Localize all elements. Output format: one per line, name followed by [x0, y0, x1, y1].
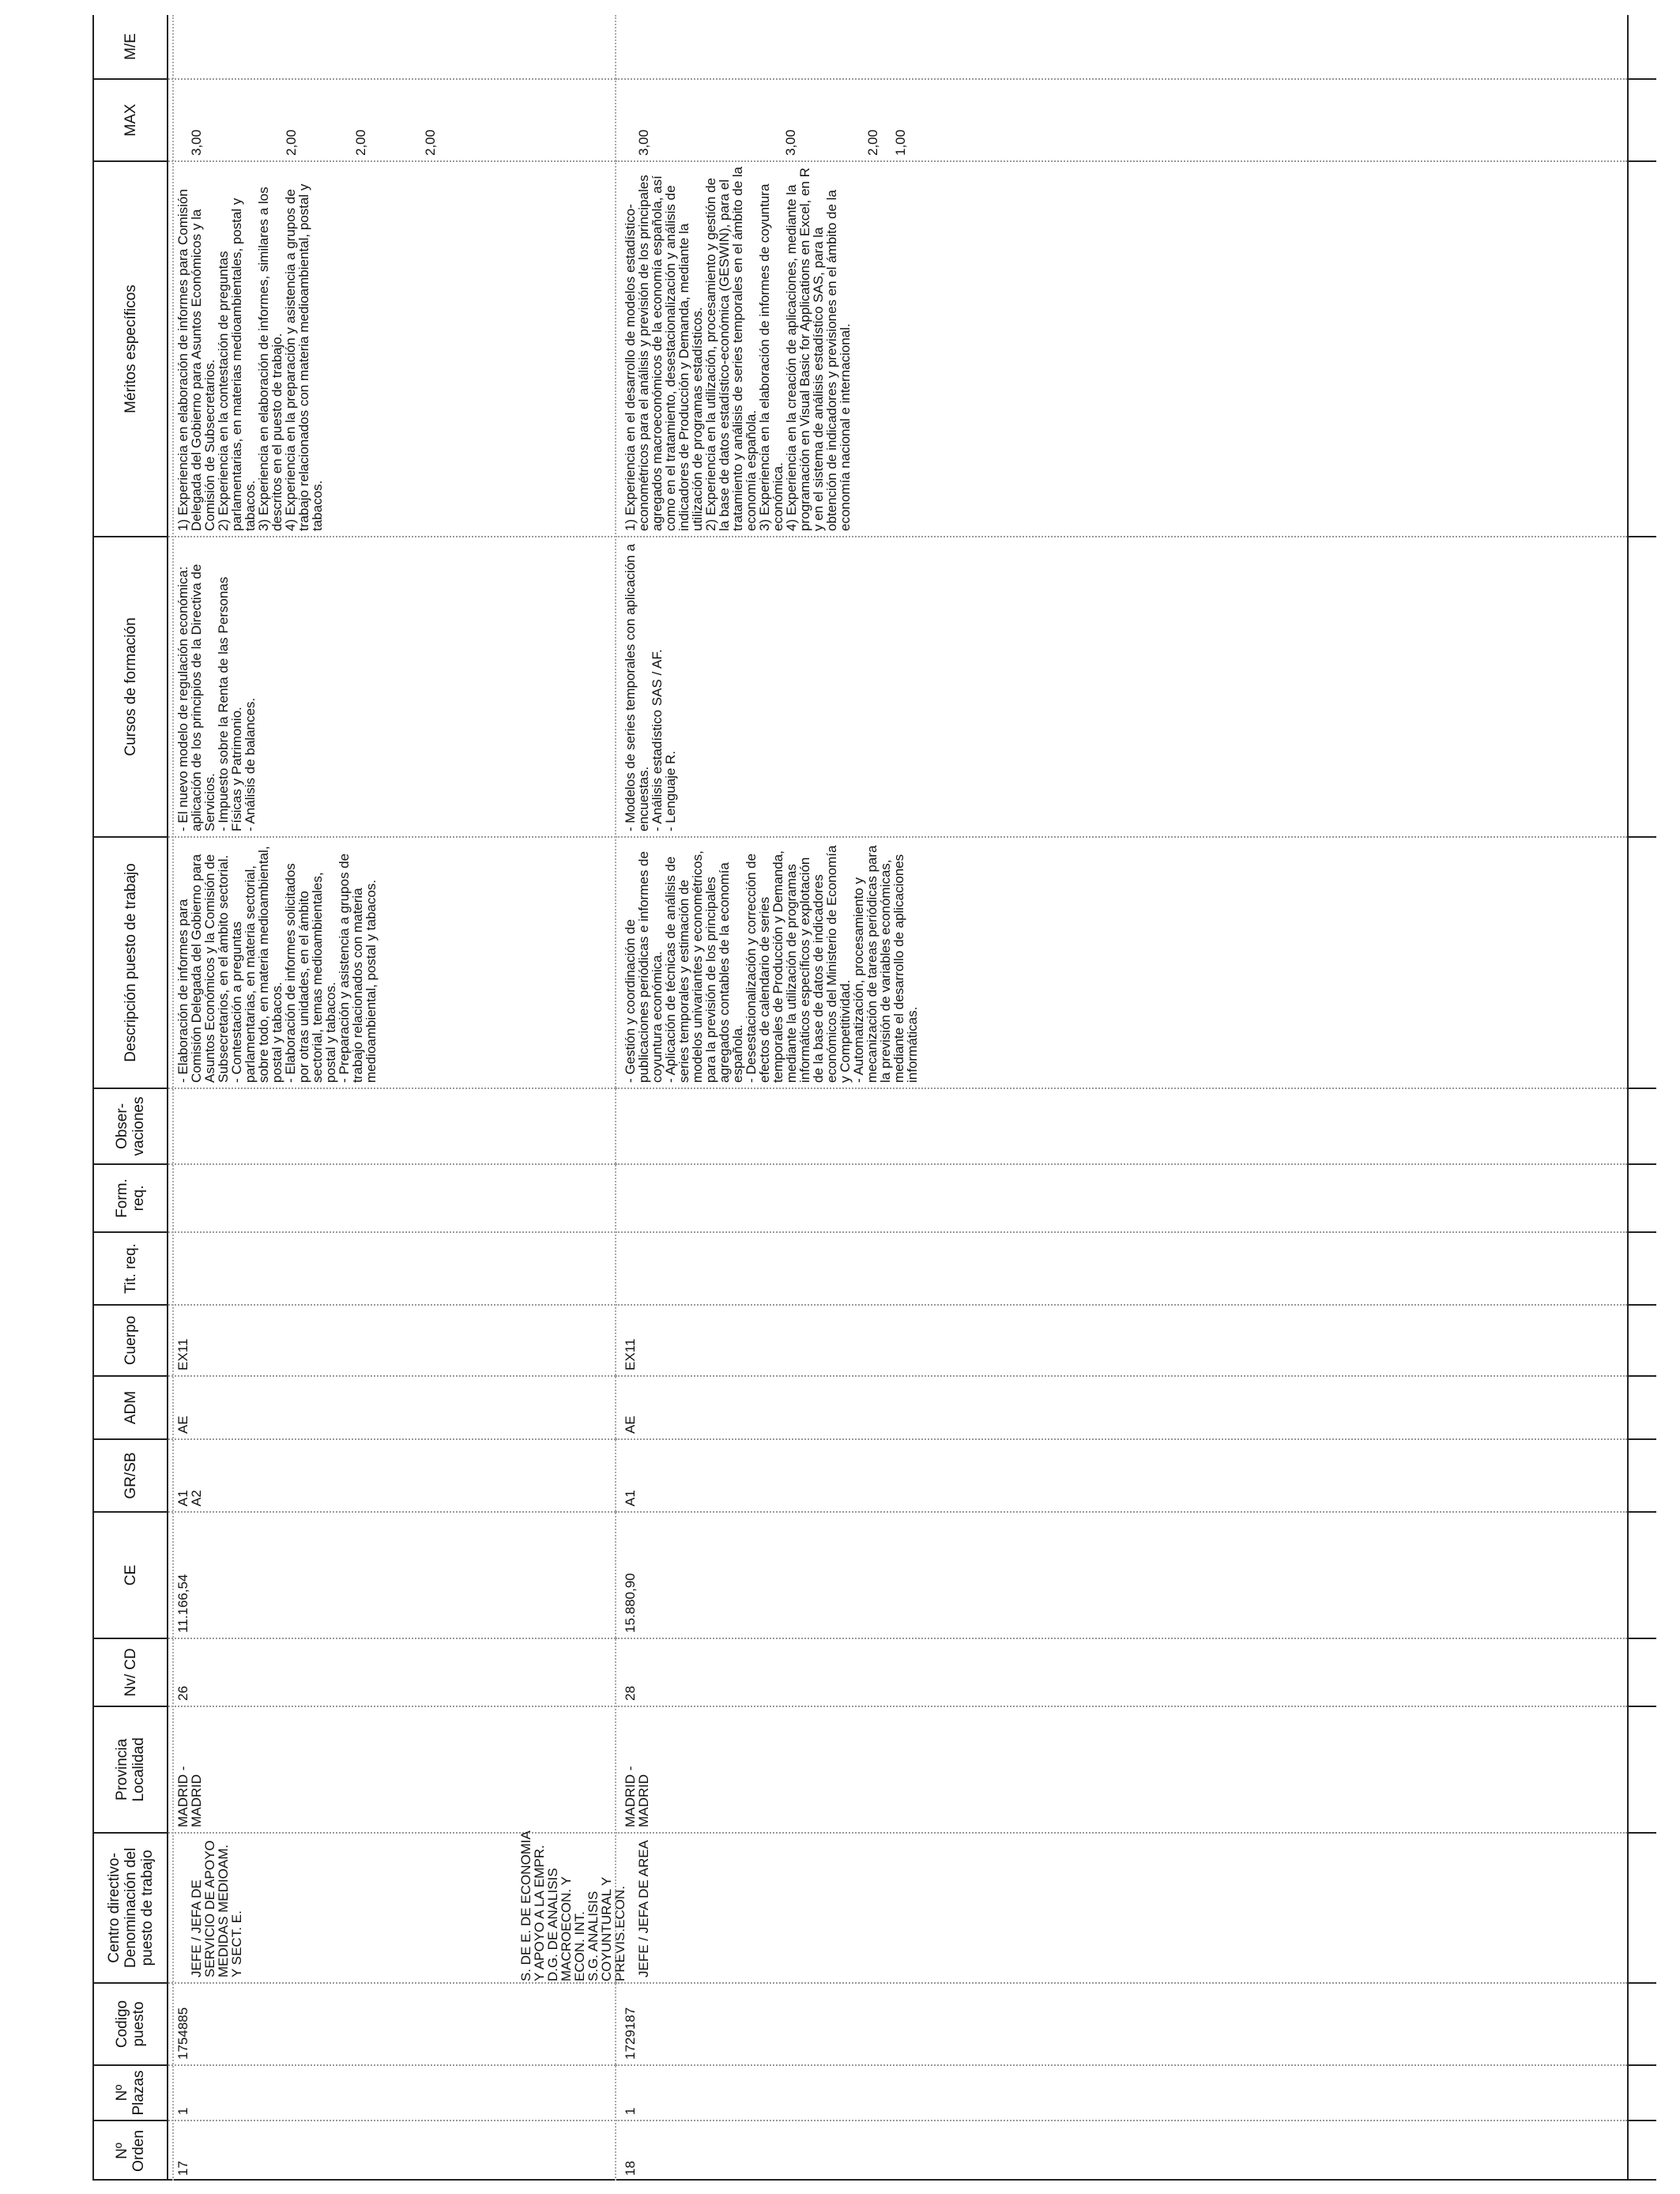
cell-codigo: 1754885	[168, 1983, 616, 2065]
centro-text: JEFE / JEFA DE AREA	[636, 1840, 651, 1977]
max-value: 3,00	[783, 129, 798, 156]
max-value: 1,00	[893, 129, 908, 156]
positions-table	[94, 15, 1656, 2181]
header-orden: Nº Orden	[94, 2120, 168, 2181]
cell-grupo: A1 A2	[168, 1439, 616, 1512]
header-grupo: GR/SB	[94, 1439, 168, 1512]
header-ce: CE	[94, 1512, 168, 1638]
cell-cursos: - El nuevo modelo de regulación económica: aplicación de los principios de la Directiva de Servicios. - Impuesto sobre la Renta de las Personas Físicas y Patrimonio. - Análisis de balances.	[168, 537, 616, 837]
header-tit: Tit. req.	[94, 1232, 168, 1305]
table-row	[616, 15, 1628, 2181]
max-value: 2,00	[865, 129, 880, 156]
table-empty-area	[1628, 15, 1656, 2181]
header-row	[94, 15, 168, 2181]
header-nivel: Nv/ CD	[94, 1638, 168, 1706]
cell-nivel: 28	[616, 1638, 1628, 1706]
cell-meritos: 1) Experiencia en el desarrollo de modelos estadístico-econométricos para el análisis y previsión de los principales agregados macroeconómicos de la economía española, así como en el tratamiento, desestacionalización y análisis de indicadores de Producción y Demanda, mediante la utilización de programas estadísticos. 2) Experiencia en la utilización, procesamiento y gestión de la base de datos estadístico-económica (GESWIN), para el tratamiento y análisis de series temporales en el ámbito de la economía española. 3) Experiencia en la elaboración de informes de coyuntura económica. 4) Experiencia en la creación de aplicaciones, mediante la programación en Visual Basic for Applications en Excel, en R y en el sistema de análisis estadístico SAS, para la obtención de indicadores y previsiones en el ámbito de la economía nacional e internacional.	[616, 161, 1628, 537]
max-value: 2,00	[353, 129, 368, 156]
centro-text: JEFE / JEFA DE SERVICIO DE APOYO MEDIDAS MEDIOAM. Y SECT. E.	[189, 1840, 244, 1977]
cell-provincia: MADRID - MADRID	[616, 1706, 1628, 1833]
group-header	[506, 1831, 627, 1981]
cell-tit	[616, 1232, 1628, 1305]
header-cursos: Cursos de formación	[94, 537, 168, 837]
cell-adm: AE	[616, 1376, 1628, 1439]
cell-grupo: A1	[616, 1439, 1628, 1512]
group-header-text: S. DE E. DE ECONOMIA Y APOYO A LA EMPR. D.G. DE ANALISIS MACROECON. Y ECON. INT. S.G. ANALISIS COYUNTURAL Y PREVIS.ECON.	[518, 1831, 627, 1981]
cell-form	[168, 1164, 616, 1232]
max-value: 3,00	[636, 129, 651, 156]
cell-orden: 18	[616, 2120, 1628, 2181]
cell-form	[616, 1164, 1628, 1232]
cell-tit	[168, 1232, 616, 1305]
header-codigo: Codigo puesto	[94, 1983, 168, 2065]
cell-me	[616, 15, 1628, 79]
cell-meritos: 1) Experiencia en elaboración de informes para Comisión Delegada del Gobierno para Asuntos Económicos y la Comisión de Subsecretarios. 2) Experiencia en la contestación de preguntas parlamentarias, en materias medioambientales, postal y tabacos. 3) Experiencia en elaboración de informes, similares a los descritos en el puesto de trabajo. 4) Experiencia en la preparación y asistencia a grupos de trabajo relacionados con materia medioambiental, postal y tabacos.	[168, 161, 616, 537]
header-plazas: Nº Plazas	[94, 2065, 168, 2120]
header-descripcion: Descripción puesto de trabajo	[94, 837, 168, 1088]
cell-cursos: - Modelos de series temporales con aplicación a encuestas. - Análisis estadístico SAS / AF. - Lenguaje R.	[616, 537, 1628, 837]
header-observaciones: Obser- vaciones	[94, 1088, 168, 1164]
cell-adm: AE	[168, 1376, 616, 1439]
header-max: MAX	[94, 79, 168, 161]
cell-plazas: 1	[616, 2065, 1628, 2120]
cell-descripcion: - Elaboración de informes para Comisión Delegada del Gobierno para Asuntos Económicos y la Comisión de Subsecretarios, en el ámbito sectorial. - Contestación a preguntas parlamentarias, en materia sectorial, sobre todo, en materia medioambiental, postal y tabacos. - Elaboración de informes solicitados por otras unidades, en el ámbito sectorial, temas medioambientales, postal y tabacos. - Preparación y asistencia a grupos de trabajo relacionados con materia medioambiental, postal y tabacos.	[168, 837, 616, 1088]
header-me: M/E	[94, 15, 168, 79]
cell-codigo: 1729187	[616, 1983, 1628, 2065]
cell-cuerpo: EX11	[168, 1305, 616, 1376]
cell-cuerpo: EX11	[616, 1305, 1628, 1376]
max-value: 2,00	[423, 129, 438, 156]
cell-ce: 11.166,54	[168, 1512, 616, 1638]
row-separator	[172, 15, 174, 2181]
cell-orden: 17	[168, 2120, 616, 2181]
cell-observaciones	[168, 1088, 616, 1164]
header-adm: ADM	[94, 1376, 168, 1439]
cell-max	[168, 79, 616, 161]
header-form: Form. req.	[94, 1164, 168, 1232]
header-cuerpo: Cuerpo	[94, 1305, 168, 1376]
row-separator	[615, 15, 616, 2181]
cell-me	[168, 15, 616, 79]
cell-descripcion: - Gestión y coordinación de publicaciones periódicas e informes de coyuntura económica. - Aplicación de técnicas de análisis de series temporales y estimación de modelos univariantes y econométricos, para la previsión de los principales agregados contables de la economía española. - Desestacionalización y corrección de efectos de calendario de series temporales de Producción y Demanda, mediante la utilización de programas informáticos específicos y explotación de la base de datos de indicadores económicos del Ministerio de Economía y Competitividad. - Automatización, procesamiento y mecanización de tareas periódicas para la previsión de variables económicas, mediante el desarrollo de aplicaciones informáticas.	[616, 837, 1628, 1088]
max-value: 3,00	[189, 129, 204, 156]
cell-provincia: MADRID - MADRID	[168, 1706, 616, 1833]
max-value: 2,00	[284, 129, 299, 156]
cell-ce: 15.880,90	[616, 1512, 1628, 1638]
cell-nivel: 26	[168, 1638, 616, 1706]
cell-observaciones	[616, 1088, 1628, 1164]
header-centro: Centro directivo- Denominación del puesto de trabajo	[94, 1833, 168, 1983]
cell-max	[616, 79, 1628, 161]
cell-centro	[616, 1833, 1628, 1983]
header-meritos: Méritos específicos	[94, 161, 168, 537]
cell-plazas: 1	[168, 2065, 616, 2120]
header-provincia: Provincia Localidad	[94, 1706, 168, 1833]
